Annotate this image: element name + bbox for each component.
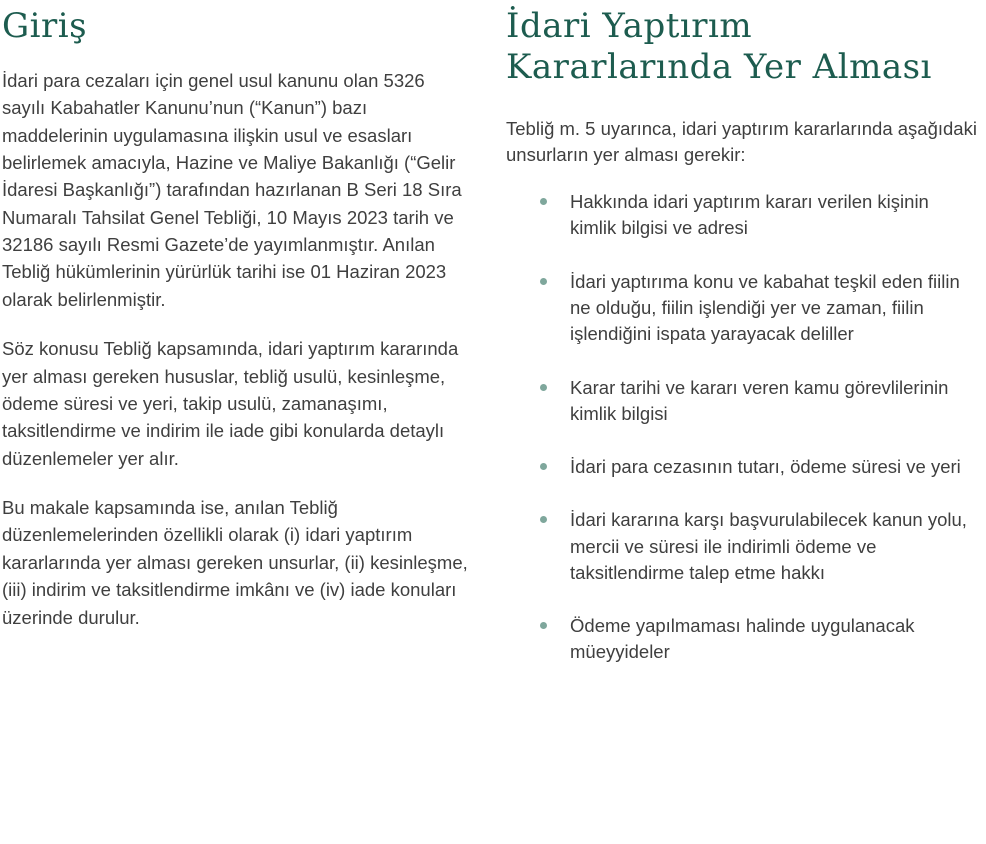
list-item — [540, 613, 980, 666]
bullet-dot-icon — [540, 198, 547, 205]
list-item-text: İdari kararına karşı başvurulabilecek kanun yolu, mercii ve süresi ile indirimli ödeme ve taksitlendirme talep etme hakkı — [570, 509, 967, 583]
right-column-heading: İdari Yaptırım Kararlarında Yer Alması — [506, 6, 932, 87]
list-item-text: Ödeme yapılmaması halinde uygulanacak müeyyideler — [570, 615, 915, 663]
paragraph: Bu makale kapsamında ise, anılan Tebliğ düzenlemelerinden özellikli olarak (i) idari yaptırım kararlarında yer alması gereken unsurlar, (ii) kesinleşme, (iii) indirim ve taksitlendirme imkânı ve (iv) iade konuları üzerinde durulur. — [2, 497, 468, 628]
requirements-list — [506, 189, 980, 665]
list-item-text: Hakkında idari yaptırım kararı verilen kişinin kimlik bilgisi ve adresi — [570, 191, 929, 239]
bullet-dot-icon — [540, 516, 547, 523]
list-item — [540, 189, 980, 242]
list-item — [540, 375, 980, 428]
bullet-dot-icon — [540, 622, 547, 629]
left-column — [2, 6, 476, 844]
list-item — [540, 269, 980, 348]
paragraph: Söz konusu Tebliğ kapsamında, idari yaptırım kararında yer alması gereken hususlar, tebliğ usulü, kesinleşme, ödeme süresi ve yeri, takip usulü, zamanaşımı, taksitlendirme ve indirim ile iade gibi konularda detaylı düzenlemeler yer alır. — [2, 338, 459, 469]
bullet-dot-icon — [540, 278, 547, 285]
list-item-text: İdari yaptırıma konu ve kabahat teşkil eden fiilin ne olduğu, fiilin işlendiği yer ve zaman, fiilin işlendiğini ispata yarayacak deliller — [570, 270, 960, 345]
left-column-heading: Giriş — [2, 6, 88, 46]
right-column-intro: Tebliğ m. 5 uyarınca, idari yaptırım kararlarında aşağıdaki unsurların yer alması gerekir: — [506, 117, 977, 166]
list-item-text: İdari para cezasının tutarı, ödeme süresi ve yeri — [570, 456, 961, 478]
list-item — [540, 454, 980, 480]
list-item — [540, 507, 980, 586]
paragraph: İdari para cezaları için genel usul kanunu olan 5326 sayılı Kabahatler Kanunu’nun (“Kanun”) bazı maddelerinin uygulamasına ilişkin usul ve esasları belirlemek amacıyla, Hazine ve Maliye Bakanlığı (“Gelir İdaresi Başkanlığı”) tarafından hazırlanan B Seri 18 Sıra Numaralı Tahsilat Genel Tebliği, 10 Mayıs 2023 tarih ve 32186 sayılı Resmi Gazete’de yayımlanmıştır. Anılan Tebliğ hükümlerinin yürürlük tarihi ise 01 Haziran 2023 olarak belirlenmiştir. — [2, 69, 462, 310]
bullet-dot-icon — [540, 463, 547, 470]
list-item-text: Karar tarihi ve kararı veren kamu görevlilerinin kimlik bilgisi — [570, 376, 949, 424]
right-column — [506, 6, 980, 844]
bullet-dot-icon — [540, 384, 547, 391]
